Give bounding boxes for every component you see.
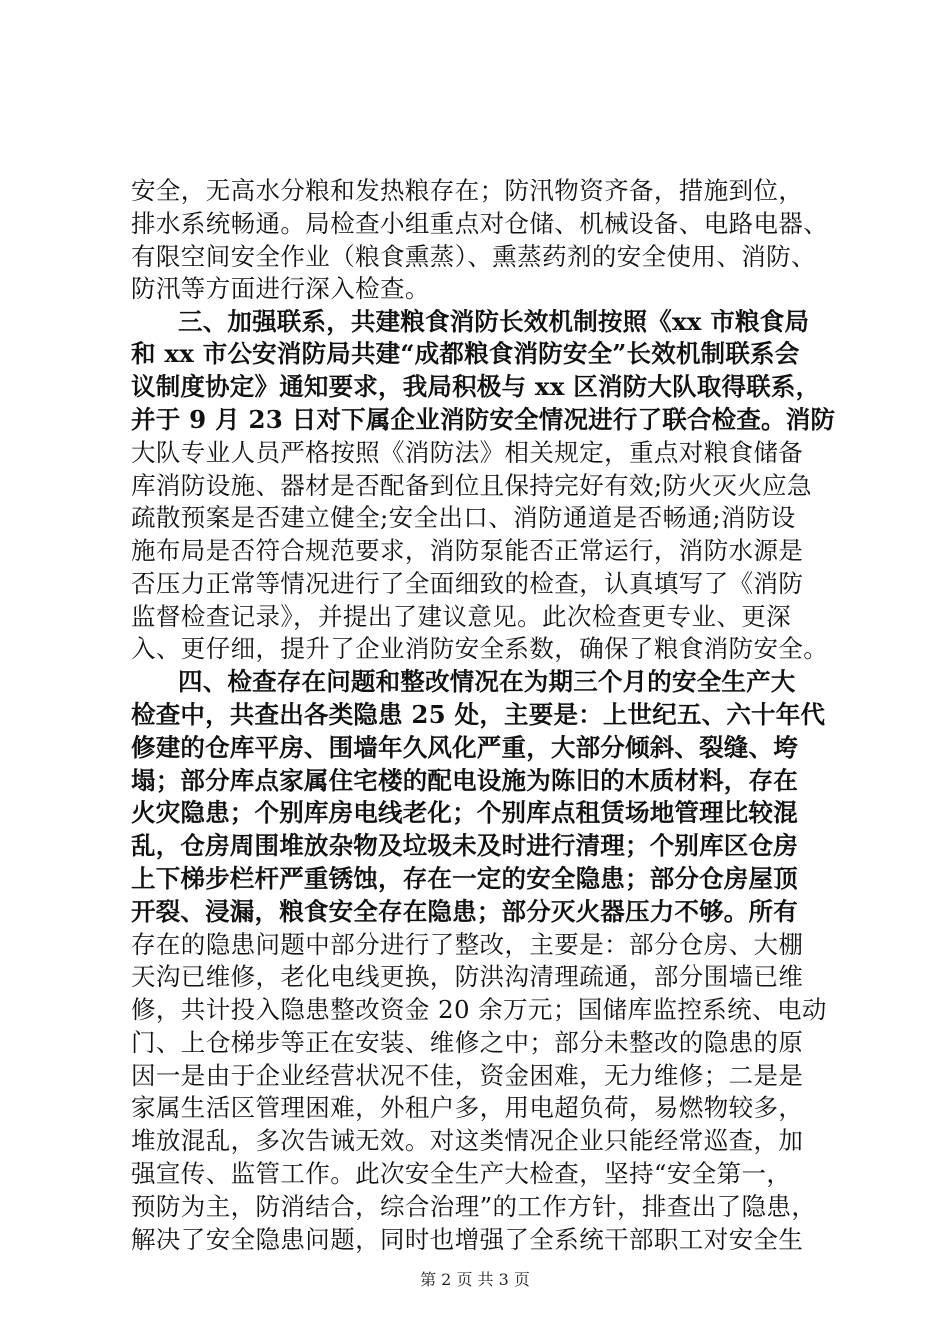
text-line: 修建的仓库平房、围墙年久风化严重，大部分倾斜、裂缝、垮 xyxy=(131,733,798,762)
text-line: 否压力正常等情况进行了全面细致的检查，认真填写了《消防 xyxy=(131,569,804,598)
text-line: 并于 9 月 23 日对下属企业消防安全情况进行了联合检查。消防 xyxy=(131,405,836,434)
text-line: 库消防设施、器材是否配备到位且保持完好有效;防火灭火应急 xyxy=(131,471,812,500)
text-line: 疏散预案是否建立健全;安全出口、消防通道是否畅通;消防设 xyxy=(131,503,796,532)
text-line: 大队专业人员严格按照《消防法》相关规定，重点对粮食储备 xyxy=(131,438,804,467)
section-heading-line: 三、加强联系，共建粮食消防长效机制按照《xx 市粮食局 xyxy=(178,307,810,336)
text-line: 开裂、浸漏，粮食安全存在隐患；部分灭火器压力不够。所有 xyxy=(131,897,798,926)
text-line: 安全，无高水分粮和发热粮存在；防汛物资齐备，措施到位， xyxy=(131,176,804,205)
text-line: 塌；部分库点家属住宅楼的配电设施为陈旧的木质材料，存在 xyxy=(131,766,798,795)
text-line: 预防为主，防消结合，综合治理”的工作方针，排查出了隐患， xyxy=(131,1192,817,1221)
text-line: 上下梯步栏杆严重锈蚀，存在一定的安全隐患；部分仓房屋顶 xyxy=(131,864,798,893)
text-line: 检查中，共查出各类隐患 25 处，主要是：上世纪五、六十年代 xyxy=(131,700,826,729)
text-line: 存在的隐患问题中部分进行了整改，主要是：部分仓房、大棚 xyxy=(131,930,804,959)
text-line: 家属生活区管理困难，外租户多，用电超负荷，易燃物较多， xyxy=(131,1093,804,1122)
text-line: 议制度协定》通知要求，我局积极与 xx 区消防大队取得联系， xyxy=(131,372,821,401)
text-line: 修，共计投入隐患整改资金 20 余万元；国储库监控系统、电动 xyxy=(131,995,827,1024)
text-line: 有限空间安全作业（粮食熏蒸）、熏蒸药剂的安全使用、消防、 xyxy=(131,242,816,271)
text-line: 入、更仔细，提升了企业消防安全系数，确保了粮食消防安全。 xyxy=(131,634,829,663)
section-heading-line: 四、检查存在问题和整改情况在为期三个月的安全生产大 xyxy=(178,667,796,696)
text-line: 乱，仓房周围堆放杂物及垃圾未及时进行清理；个别库区仓房 xyxy=(131,831,798,860)
page-number-footer: 第 2 页 共 3 页 xyxy=(420,1270,530,1289)
text-line: 和 xx 市公安消防局共建“成都粮食消防安全”长效机制联系会 xyxy=(131,339,800,368)
text-line: 解决了安全隐患问题，同时也增强了全系统干部职工对安全生 xyxy=(131,1225,804,1254)
text-line: 天沟已维修，老化电线更换，防洪沟清理疏通，部分围墙已维 xyxy=(131,962,804,991)
text-line: 火灾隐患；个别库房电线老化；个别库点租赁场地管理比较混 xyxy=(131,798,798,827)
text-line: 堆放混乱，多次告诫无效。对这类情况企业只能经常巡查，加 xyxy=(131,1126,804,1155)
text-line: 排水系统畅通。局检查小组重点对仓储、机械设备、电路电器、 xyxy=(131,209,829,238)
text-line: 因一是由于企业经营状况不佳，资金困难，无力维修；二是是 xyxy=(131,1061,804,1090)
text-line: 施布局是否符合规范要求，消防泵能否正常运行，消防水源是 xyxy=(131,536,804,565)
text-line: 防汛等方面进行深入检查。 xyxy=(131,274,430,303)
text-line: 门、上仓梯步等正在安装、维修之中；部分未整改的隐患的原 xyxy=(131,1028,804,1057)
text-line: 监督检查记录》，并提出了建议意见。此次检查更专业、更深 xyxy=(131,602,792,631)
text-line: 强宣传、监管工作。此次安全生产大检查，坚持“安全第一， xyxy=(131,1159,792,1188)
